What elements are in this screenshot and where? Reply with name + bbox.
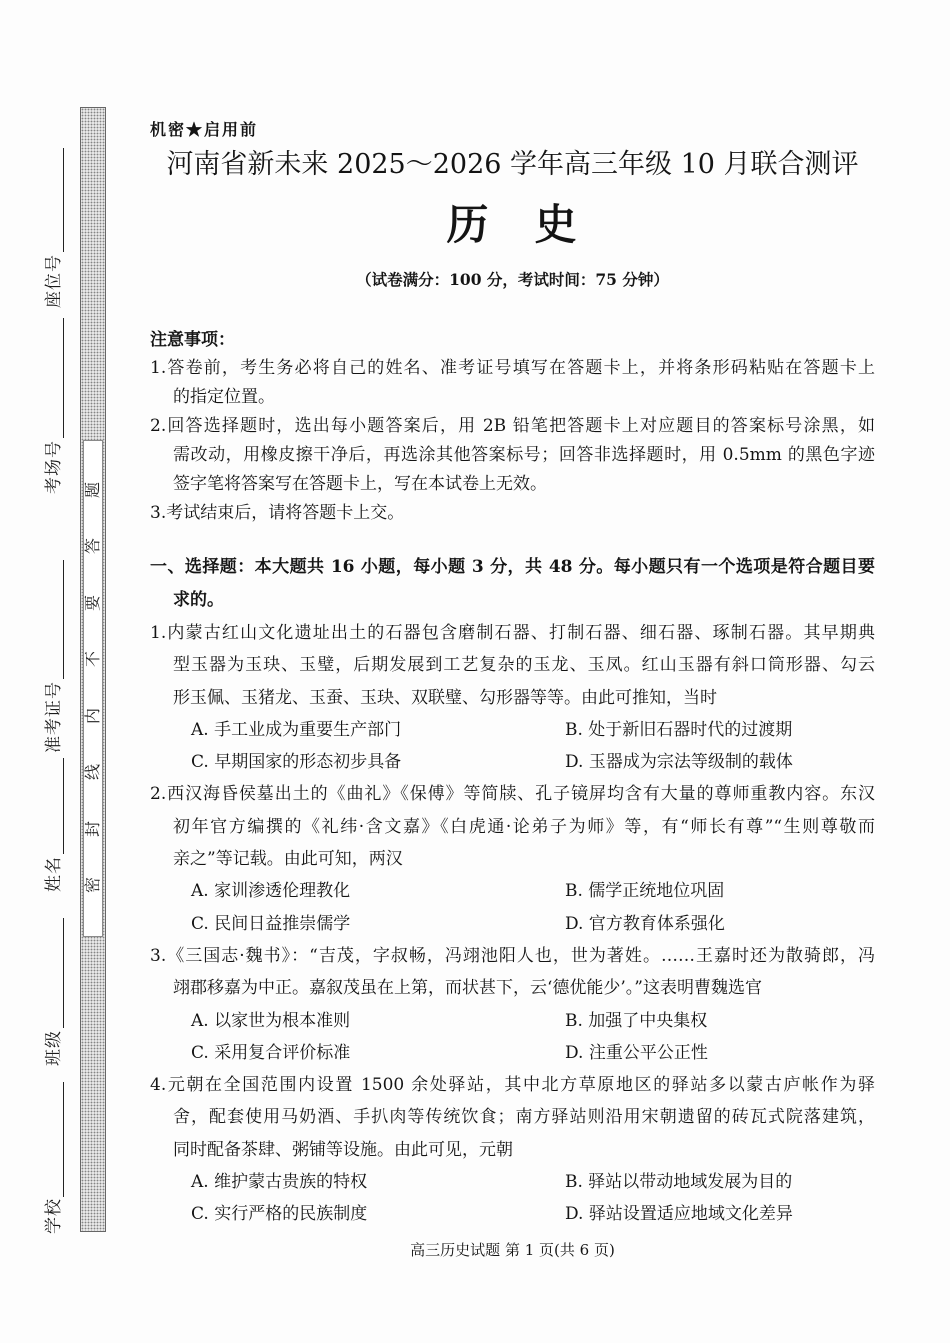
- question-4-options-row: [150, 1198, 875, 1230]
- question-4-option-c: C. 实行严格的民族制度: [191, 1204, 368, 1225]
- notice-item-2-line: 2.回答选择题时，选出每小题答案后，用 2B 铅笔把答题卡上对应题目的答案标号涂黑，如: [150, 415, 875, 436]
- question-2-option-b: B. 儒学正统地位巩固: [565, 881, 725, 902]
- notice-heading: 注意事项：: [150, 330, 235, 350]
- section-heading-line: 求的。: [173, 589, 224, 610]
- question-4-stem-line: 舍，配套使用马奶酒、手扒肉等传统饮食；南方驿站则沿用宋朝遗留的砖瓦式院落建筑，: [173, 1107, 875, 1128]
- section-heading: [150, 551, 875, 617]
- seal-char: 题: [83, 482, 102, 499]
- question-4-stem-line: 同时配备茶肆、粥铺等设施。由此可见，元朝: [173, 1139, 513, 1160]
- class-label: 班级: [44, 1030, 64, 1066]
- seal-char: 要: [83, 594, 102, 611]
- seat-number-blank-line: [63, 148, 64, 252]
- name-blank-line: [63, 758, 64, 854]
- seal-char: 不: [83, 651, 102, 668]
- question-3: [150, 940, 875, 1069]
- exam-title: 河南省新未来 2025～2026 学年高三年级 10 月联合测评: [166, 149, 859, 180]
- question-2-option-c: C. 民间日益推崇儒学: [191, 913, 351, 934]
- question-3-option-c: C. 采用复合评价标准: [191, 1042, 351, 1063]
- question-1-option-a: A. 手工业成为重要生产部门: [191, 719, 402, 740]
- question-2-option-a: A. 家训渗透伦理教化: [191, 881, 351, 902]
- exam-room-blank-line: [63, 318, 64, 438]
- seat-number-label: 座位号: [44, 254, 64, 308]
- question-2-stem-line: 初年官方编撰的《礼纬·含文嘉》《白虎通·论弟子为师》等，有“师长有尊”“生则尊敬而: [173, 816, 875, 837]
- question-1-stem-line: 形玉佩、玉猪龙、玉蚕、玉玦、双联璧、勾形器等等。由此可推知，当时: [173, 687, 717, 708]
- question-2-options-row: [150, 908, 875, 940]
- question-3-stem-line: 翊郡移嘉为中正。嘉叙茂虽在上第，而状甚下，云‘德优能少’。”这表明曹魏选官: [173, 978, 762, 999]
- question-3-options-row: [150, 1037, 875, 1069]
- section-heading-line: 一、选择题：本大题共 16 小题，每小题 3 分，共 48 分。每小题只有一个选项是符合题目要: [150, 556, 875, 577]
- question-3-option-a: A. 以家世为根本准则: [191, 1010, 351, 1031]
- exam-room-label: 考场号: [44, 440, 64, 494]
- notice-item-2-line: 需改动，用橡皮擦干净后，再选涂其他答案标号；回答非选择题时，用 0.5mm 的黑色字迹: [173, 444, 875, 465]
- question-3-options-row: [150, 1005, 875, 1037]
- seal-char: 封: [83, 820, 102, 837]
- question-4-option-a: A. 维护蒙古贵族的特权: [191, 1172, 368, 1193]
- notice-item-1-line: 的指定位置。: [173, 386, 275, 407]
- page-footer: 高三历史试题 第 1 页(共 6 页): [410, 1241, 615, 1259]
- name-label: 姓名: [44, 856, 64, 892]
- question-4-stem-line: 4.元朝在全国范围内设置 1500 余处驿站，其中北方草原地区的驿站多以蒙古庐帐作为驿: [150, 1075, 875, 1096]
- question-1-options-row: [150, 746, 875, 778]
- question-2-stem-line: 2.西汉海昏侯墓出土的《曲礼》《保傅》等简牍、孔子镜屏均含有大量的尊师重教内容。东汉: [150, 784, 875, 805]
- seal-char: 内: [83, 707, 102, 724]
- notice-item-1-line: 1.答卷前，考生务必将自己的姓名、准考证号填写在答题卡上，并将条形码粘贴在答题卡上: [150, 357, 875, 378]
- question-2-option-d: D. 官方教育体系强化: [565, 913, 725, 934]
- question-1-option-b: B. 处于新旧石器时代的过渡期: [565, 719, 793, 740]
- question-1-options-row: [150, 714, 875, 746]
- question-2-options-row: [150, 875, 875, 907]
- seal-char: 密: [83, 876, 102, 893]
- question-3-option-b: B. 加强了中央集权: [565, 1010, 708, 1031]
- question-1-option-d: D. 玉器成为宗法等级制的载体: [565, 752, 793, 773]
- question-1-option-c: C. 早期国家的形态初步具备: [191, 752, 402, 773]
- seal-notice-text: [84, 482, 102, 893]
- question-3-option-d: D. 注重公平公正性: [565, 1042, 708, 1063]
- question-1-stem-line: 1.内蒙古红山文化遗址出土的石器包含磨制石器、打制石器、细石器、琢制石器。其早期典: [150, 623, 875, 643]
- question-4-option-d: D. 驿站设置适应地域文化差异: [565, 1204, 793, 1225]
- subject-title: 历 史: [446, 200, 579, 249]
- question-4: [150, 1069, 875, 1230]
- notice-item-2-line: 签字笔将答案写在答题卡上，写在本试卷上无效。: [173, 473, 547, 494]
- notice-item-3-line: 3.考试结束后，请将答题卡上交。: [150, 502, 405, 523]
- question-1: [150, 617, 875, 778]
- seal-char: 答: [83, 538, 102, 555]
- confidential-mark: 机密★启用前: [150, 120, 259, 139]
- question-list: [150, 617, 875, 1231]
- question-4-option-b: B. 驿站以带动地域发展为目的: [565, 1172, 793, 1193]
- notice-list: [150, 354, 875, 528]
- seal-char: 线: [83, 764, 102, 781]
- question-4-options-row: [150, 1166, 875, 1198]
- question-2-stem-line: 亲之”等记载。由此可知，两汉: [173, 849, 403, 870]
- school-blank-line: [63, 1082, 64, 1197]
- question-3-stem-line: 3.《三国志·魏书》：“吉茂，字叔畅，冯翊池阳人也，世为著姓。……王嘉时还为散骑郎，冯: [150, 945, 875, 966]
- ticket-number-label: 准考证号: [44, 681, 64, 753]
- school-label: 学校: [44, 1198, 64, 1234]
- question-2: [150, 778, 875, 939]
- class-blank-line: [63, 918, 64, 1028]
- question-1-stem-line: 型玉器为玉玦、玉璧，后期发展到工艺复杂的玉龙、玉凤。红山玉器有斜口筒形器、勾云: [173, 655, 875, 676]
- ticket-number-blank-line: [63, 560, 64, 679]
- exam-info: （试卷满分：100 分，考试时间：75 分钟）: [356, 270, 669, 289]
